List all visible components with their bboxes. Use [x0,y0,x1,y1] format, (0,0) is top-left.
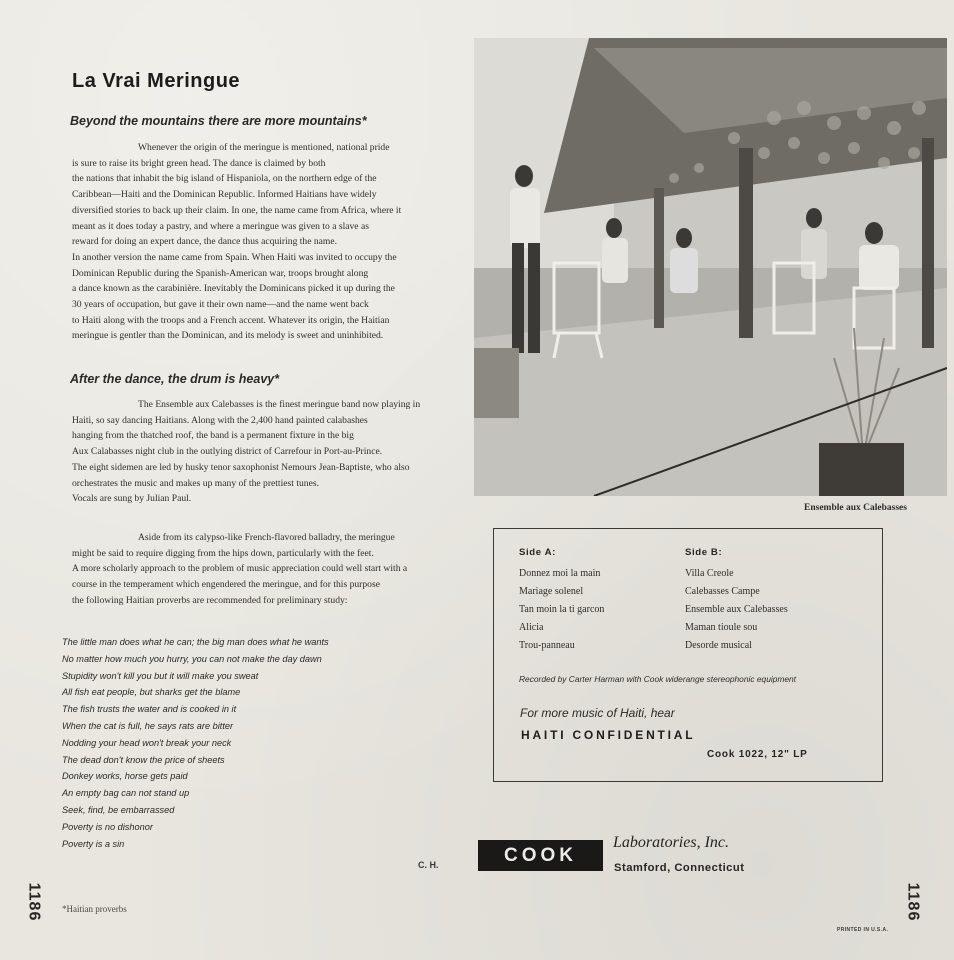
page-title: La Vrai Meringue [72,70,241,92]
band-photo [474,38,947,496]
tracklist-box [493,528,883,782]
proverb: No matter how much you hurry, you can not make the day dawn [62,653,322,664]
company-location: Stamford, Connecticut [614,862,745,874]
text-line: might be said to require digging from the hips down, particularly with the feet. [72,547,374,559]
proverb: Donkey works, horse gets paid [62,771,188,782]
proverb: Stupidity won't kill you but it will make you sweat [62,670,259,681]
related-album-number: Cook 1022, 12" LP [707,749,808,760]
proverb: Nodding your head won't break your neck [62,737,232,748]
proverbs-list [62,634,329,852]
track-item: Tan moin la ti garcon [519,604,605,615]
footnote: *Haitian proverbs [62,904,127,914]
catalog-number-left: 1186 [25,882,43,922]
proverb: The dead don't know the price of sheets [62,754,225,765]
proverb: Poverty is a sin [62,838,125,849]
text-line: A more scholarly approach to the problem of music appreciation could well start with a [72,563,408,575]
proverb: Poverty is no dishonor [62,821,153,832]
text-line: the following Haitian proverbs are recommended for preliminary study: [72,594,348,606]
text-line: The Ensemble aux Calebasses is the finest meringue band now playing in [138,399,421,410]
track-item: Villa Creole [685,568,734,579]
side-b-heading: Side B: [685,547,723,558]
recording-credit: Recorded by Carter Harman with Cook widerange stereophonic equipment [519,674,796,684]
side-a-heading: Side A: [519,547,556,558]
track-item: Alicia [519,622,544,633]
text-line: meringue is gentler than the Dominican, and its melody is sweet and uninhibited. [72,330,384,342]
track-item: Desorde musical [685,640,752,651]
text-line: meant as it does today a pastry, and where a meringue was given to a slave as [72,220,369,232]
track-item: Calebasses Campe [685,586,760,597]
proverb: All fish eat people, but sharks get the blame [62,687,241,698]
section-band-text [72,397,462,507]
section-proverbs-intro [72,530,462,609]
text-line: Dominican Republic during the Spanish-American war, troops brought along [72,267,369,279]
track-item: Ensemble aux Calebasses [685,604,788,615]
section-heading-drum: After the dance, the drum is heavy* [70,372,280,386]
band-photo-illustration [474,38,947,496]
company-name: Laboratories, Inc. [613,834,729,851]
text-line: hanging from the thatched roof, the band is a permanent fixture in the big [72,430,354,442]
proverb: The fish trusts the water and is cooked in it [62,704,237,715]
proverb: When the cat is full, he says rats are bitter [62,720,234,731]
text-line: The eight sidemen are led by husky tenor saxophonist Nemours Jean-Baptiste, who also [72,461,410,473]
text-line: Caribbean—Haiti and the Dominican Republic. Informed Haitians have widely [72,189,377,201]
side-b-tracks [685,565,788,655]
text-line: the nations that inhabit the big island of Hispaniola, on the northern edge of the [72,173,377,185]
text-line: Haiti, so say dancing Haitians. Along with the 2,400 hand painted calabashes [72,414,368,426]
text-line: In another version the name came from Spain. When Haiti was invited to occupy the [72,251,397,263]
text-line: to Haiti along with the troops and a French accent. Whatever its origin, the Haitian [72,314,390,326]
proverb: An empty bag can not stand up [62,788,190,799]
text-line: diversified stories to back up their claim. In one, the name came from Africa, where it [72,204,402,216]
author-initials: C. H. [418,860,439,870]
cook-logo: COOK [478,840,603,871]
text-line: Whenever the origin of the meringue is mentioned, national pride [138,142,390,153]
text-line: Aux Calabasses night club in the outlying district of Carrefour in Port-au-Prince. [72,446,383,458]
text-line: 30 years of occupation, but gave it their own name—and the name went back [72,299,369,311]
text-line: is sure to raise its bright green head. The dance is claimed by both [72,157,326,169]
proverb: Seek, find, be embarrassed [62,804,175,815]
text-line: Aside from its calypso-like French-flavored balladry, the meringue [138,532,395,543]
text-line: Vocals are sung by Julian Paul. [72,493,192,505]
text-line: orchestrates the music and makes up many of the prettiest tunes. [72,477,319,489]
track-item: Donnez moi la main [519,568,601,579]
proverb: The little man does what he can; the big man does what he wants [62,637,329,647]
catalog-number-right: 1186 [904,882,922,922]
related-album-title: HAITI CONFIDENTIAL [521,728,696,742]
side-a-tracks [519,565,604,655]
text-line: course in the temperament which engendered the meringue, and for this purpose [72,579,380,591]
text-line: reward for doing an expert dance, the dance thus acquiring the name. [72,236,338,248]
more-music-note: For more music of Haiti, hear [520,706,675,720]
section-origin-text [72,140,462,344]
track-item: Maman tioule sou [685,622,758,633]
printed-in-usa: PRINTED IN U.S.A. [837,927,889,933]
track-item: Mariage solenel [519,586,584,597]
text-line: a dance known as the carabinière. Inevitably the Dominicans picked it up during the [72,283,395,295]
section-heading-mountains: Beyond the mountains there are more mountains* [70,114,367,128]
photo-caption: Ensemble aux Calebasses [804,503,907,513]
track-item: Trou-panneau [519,640,575,651]
